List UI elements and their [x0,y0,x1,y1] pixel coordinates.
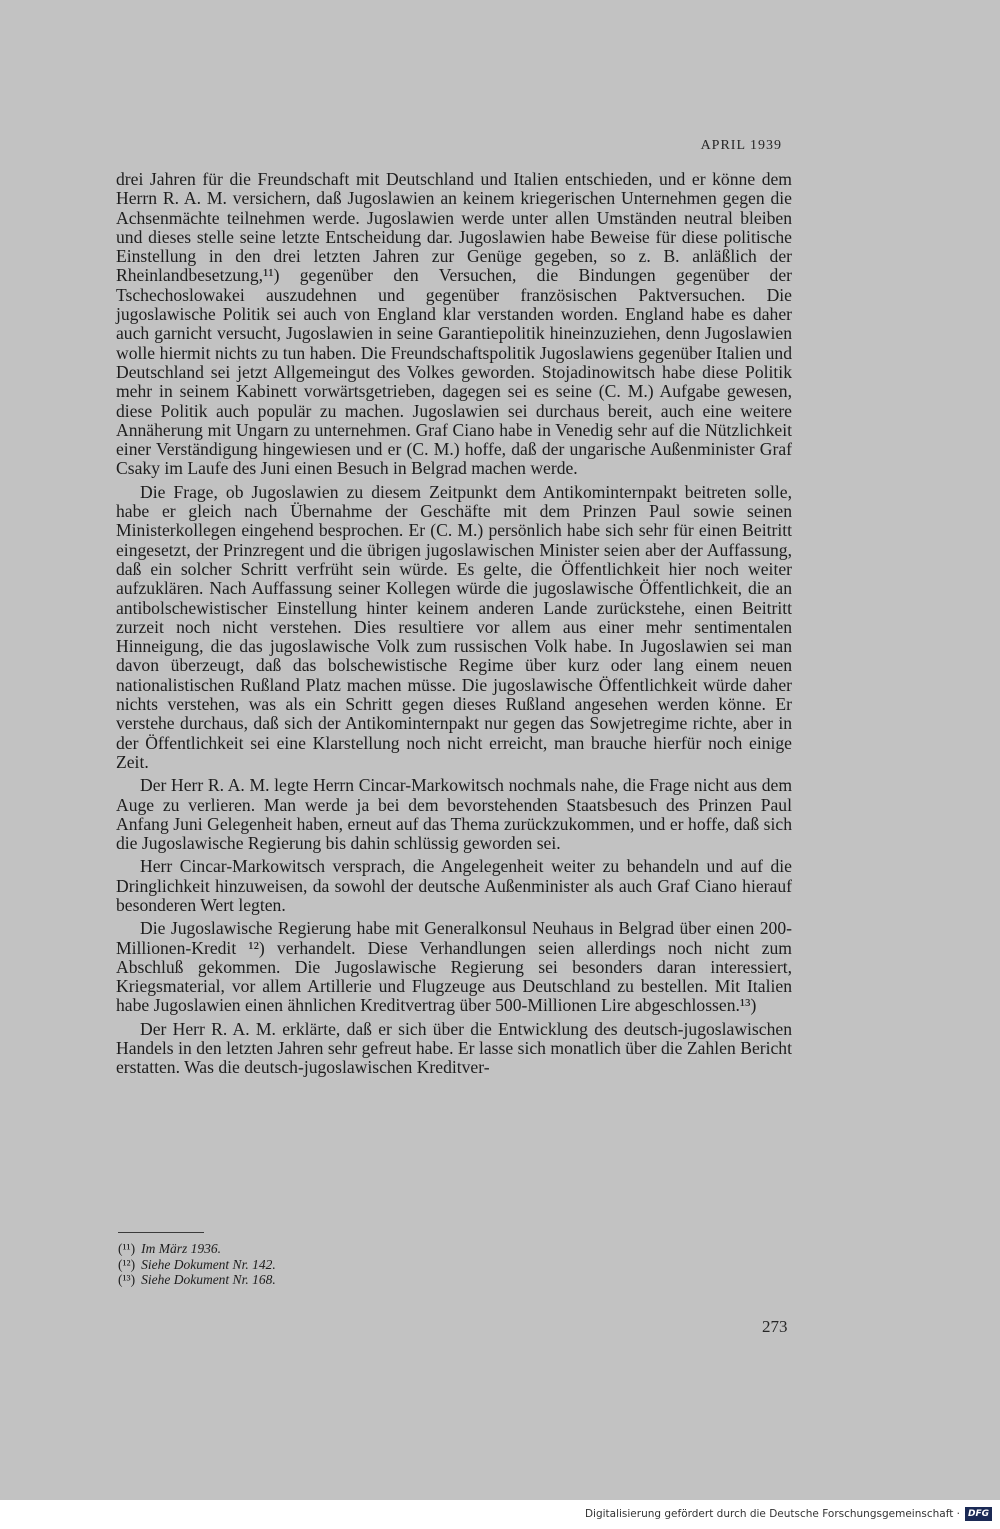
paragraph: Die Jugoslawische Regierung habe mit Generalkonsul Neuhaus in Belgrad über einen 200-Millionen-Kredit ¹²) verhandelt. Diese Verhandlungen seien allerdings noch nicht zum Abschluß gekommen. Die Jugoslawische Regierung sei besonders daran interessiert, Kriegsmaterial, vor allem Artillerie und Flugzeuge aus Deutschland zu bestellen. Mit Italien habe Jugoslawien einen ähnlichen Kreditvertrag über 500-Millionen Lire abgeschlossen.¹³) [116,918,792,1016]
body-text [116,170,792,1082]
footnote-text: Im März 1936. [141,1241,221,1256]
footnote-divider [118,1232,204,1233]
footnote-13 [118,1272,618,1288]
footnote-marker: (¹³) [118,1272,136,1287]
footnote-text: Siehe Dokument Nr. 142. [141,1256,276,1272]
footnotes [118,1241,618,1288]
paragraph: drei Jahren für die Freundschaft mit Deutschland und Italien entschieden, und er könne dem Herrn R. A. M. versichern, daß Jugoslawien an keinem kriegerischen Unternehmen gegen die Achsenmächte teilnehmen werde. Jugoslawien werde unter allen Umständen neutral bleiben und dieses stelle seine letzte Entscheidung dar. Jugoslawien habe Beweise für diese politische Einstellung in den drei letzten Jahren zur Genüge gegeben, so z. B. anläßlich der Rheinlandbesetzung,¹¹) gegenüber den Versuchen, die Bindungen gegenüber der Tschechoslowakei auszudehnen und gegenüber französischen Paktversuchen. Die jugoslawische Politik sei auch von England klar verstanden worden. England habe es daher auch garnicht versucht, Jugoslawien in seine Garantiepolitik hineinzuziehen, denn Jugoslawien wolle hiermit nichts zu tun haben. Die Freundschaftspolitik Jugoslawiens gegenüber Italien und Deutschland sei jetzt Allgemeingut des Volkes geworden. Stojadinowitsch habe diese Politik mehr in seinem Kabinett vorwärtsgetrieben, dagegen sei es seine (C. M.) Aufgabe gewesen, diese Politik auch populär zu machen. Jugoslawien sei durchaus bereit, auch eine weitere Annäherung mit Ungarn zu unternehmen. Graf Ciano habe in Venedig sehr auf die Nützlichkeit einer Verständigung hingewiesen und er (C. M.) hoffe, daß der ungarische Außenminister Graf Csaky im Laufe des Juni einen Besuch in Belgrad machen werde. [116,169,792,479]
running-head: APRIL 1939 [700,138,782,153]
page-number: 273 [762,1317,788,1336]
footnote-11 [118,1241,618,1257]
funding-bar [0,1500,1000,1529]
footnote-12 [118,1257,618,1273]
paragraph: Herr Cincar-Markowitsch versprach, die Angelegenheit weiter zu behandeln und auf die Dringlichkeit hinzuweisen, da sowohl der deutsche Außenminister als auch Graf Ciano hierauf besonderen Wert legten. [116,856,792,915]
paragraph: Der Herr R. A. M. erklärte, daß er sich über die Entwicklung des deutsch-jugoslawischen Handels in den letzten Jahren sehr gefreut habe. Er lasse sich monatlich über die Zahlen Bericht erstatten. Was die deutsch-jugoslawischen Kreditver- [116,1018,792,1078]
paragraph: Der Herr R. A. M. legte Herrn Cincar-Markowitsch nochmals nahe, die Frage nicht aus dem Auge zu verlieren. Man werde ja bei dem bevorstehenden Staatsbesuch des Prinzen Paul Anfang Juni Gelegenheit haben, erneut auf das Thema zurückzukommen, und er hoffe, daß sich die Jugoslawische Regierung bis dahin schlüssig geworden sei. [116,775,792,854]
dfg-logo-icon[interactable]: DFG [965,1507,992,1521]
paragraph: Die Frage, ob Jugoslawien zu diesem Zeitpunkt dem Antikominternpakt beitreten solle, habe er gleich nach Übernahme der Geschäfte mit dem Prinzen Paul sowie seinen Ministerkollegen eingehend besprochen. Er (C. M.) persönlich habe sich sehr für einen Beitritt eingesetzt, der Prinzregent und die übrigen jugoslawischen Minister seien aber der Auffassung, daß ein solcher Schritt verfrüht sein würde. Es gelte, die Öffentlichkeit hier noch weiter aufzuklären. Nach Auffassung seiner Kollegen würde die jugoslawische Öffentlichkeit, die an antibolschewistischer Einstellung hinter keinem anderen Lande zurückstehe, einen Beitritt zurzeit noch nicht verstehen. Dies resultiere vor allem aus einer mehr sentimentalen Hinneigung, die das jugoslawische Volk zum russischen Volk habe. In Jugoslawien sei man davon überzeugt, daß das bolschewistische Regime über kurz oder lang einem neuen nationalistischen Rußland Platz machen müsse. Die jugoslawische Öffentlichkeit würde daher nichts verstehen, was als ein Schritt gegen dieses Rußland angesehen werden könne. Er verstehe durchaus, daß sich der Antikominternpakt nur gegen das Sowjetregime richte, aber in der Öffentlichkeit sei eine Klarstellung noch nicht erreicht, man brauche hierfür noch einige Zeit. [116,481,792,772]
footnote-marker: (¹¹) [118,1241,136,1256]
footnote-text: Siehe Dokument Nr. 168. [141,1272,276,1287]
footnote-marker: (¹²) [118,1256,136,1272]
funding-credit: Digitalisierung gefördert durch die Deutsche Forschungsgemeinschaft · [584,1508,960,1520]
